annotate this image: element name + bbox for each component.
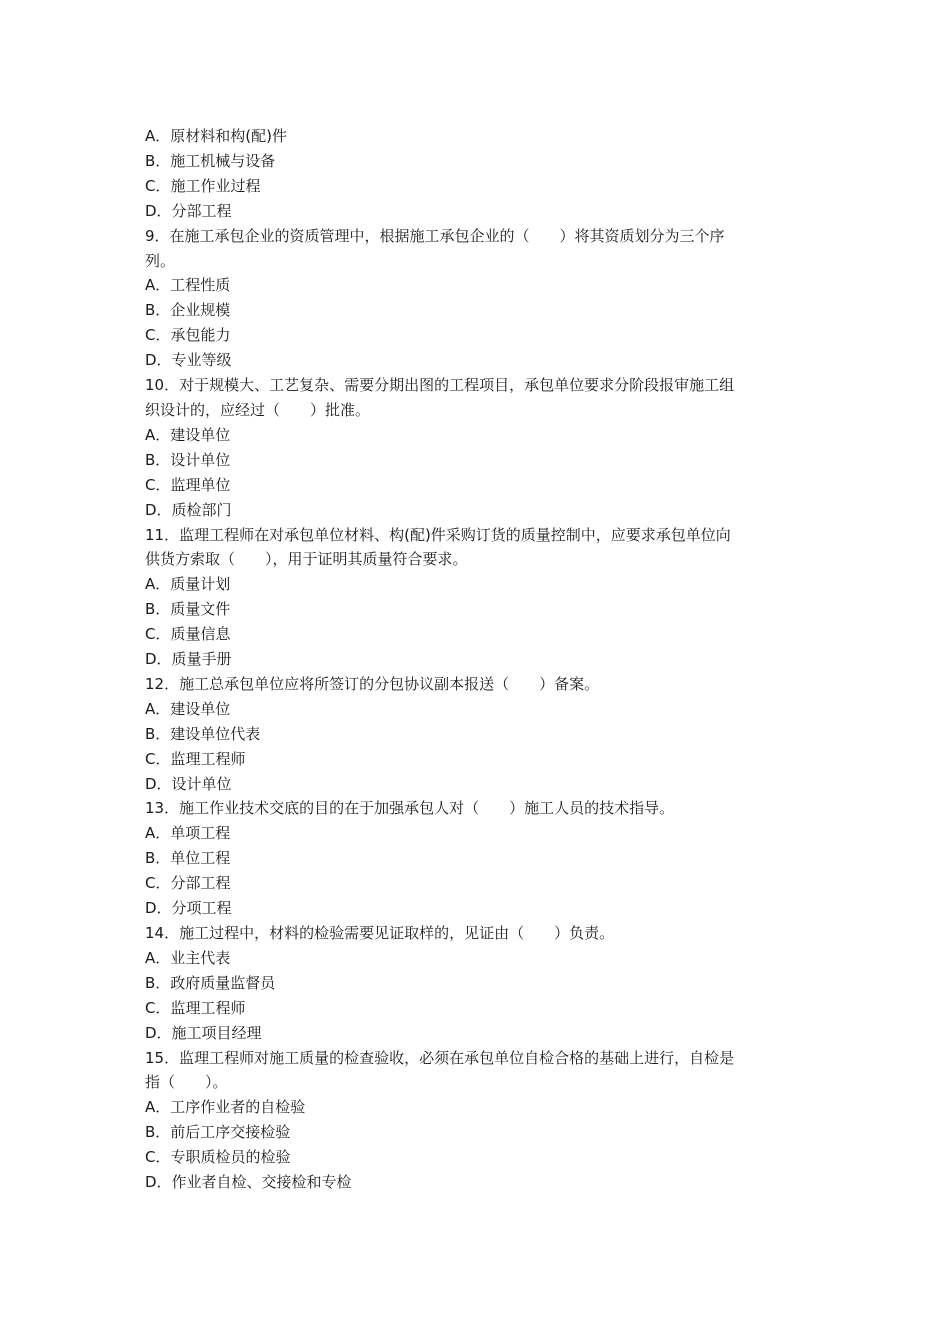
question-15-line-1: 15．监理工程师对施工质量的检查验收，必须在承包单位自检合格的基础上进行，自检是 xyxy=(145,1048,735,1067)
option-b-q14: B．政府质量监督员 xyxy=(145,973,276,992)
option-c-q14: C．监理工程师 xyxy=(145,998,246,1017)
option-b-q13: B．单位工程 xyxy=(145,849,231,868)
option-b-q9: B．企业规模 xyxy=(145,301,231,320)
option-b-q10: B．设计单位 xyxy=(145,450,231,469)
option-d-q9: D．专业等级 xyxy=(145,351,232,370)
question-11-line-1: 11．监理工程师在对承包单位材料、构(配)件采购订货的质量控制中，应要求承包单位向 xyxy=(145,525,731,544)
option-d-q10: D．质检部门 xyxy=(145,500,232,519)
question-9-line-2: 列。 xyxy=(145,251,176,270)
option-b-q12: B．建设单位代表 xyxy=(145,724,261,743)
option-c-q13: C．分部工程 xyxy=(145,874,231,893)
option-c-q11: C．质量信息 xyxy=(145,625,231,644)
option-c-q15: C．专职质检员的检验 xyxy=(145,1148,291,1167)
question-10-line-2: 织设计的，应经过（ ）批准。 xyxy=(145,400,371,419)
option-a-q10: A．建设单位 xyxy=(145,425,231,444)
option-a-q15: A．工序作业者的自检验 xyxy=(145,1098,306,1117)
option-b-q15: B．前后工序交接检验 xyxy=(145,1123,291,1142)
question-13: 13．施工作业技术交底的目的在于加强承包人对（ ）施工人员的技术指导。 xyxy=(145,799,675,818)
option-a-q11: A．质量计划 xyxy=(145,575,231,594)
option-b-q8: B．施工机械与设备 xyxy=(145,151,276,170)
question-11-line-2: 供货方索取（ ），用于证明其质量符合要求。 xyxy=(145,550,468,569)
option-a-q13: A．单项工程 xyxy=(145,824,231,843)
question-15-line-2: 指（ ）。 xyxy=(145,1073,228,1092)
question-14: 14．施工过程中，材料的检验需要见证取样的，见证由（ ）负责。 xyxy=(145,924,615,942)
option-a-q9: A．工程性质 xyxy=(145,276,231,295)
option-c-q9: C．承包能力 xyxy=(145,326,231,345)
option-d-q13: D．分项工程 xyxy=(145,899,232,918)
question-9-line-1: 9．在施工承包企业的资质管理中，根据施工承包企业的（ ）将其资质划分为三个序 xyxy=(145,226,725,245)
option-d-q11: D．质量手册 xyxy=(145,650,232,669)
option-a-q14: A．业主代表 xyxy=(145,948,231,967)
option-c-q12: C．监理工程师 xyxy=(145,749,246,768)
option-c-q8: C．施工作业过程 xyxy=(145,176,261,195)
option-d-q14: D．施工项目经理 xyxy=(145,1023,262,1042)
option-d-q12: D．设计单位 xyxy=(145,774,232,793)
option-b-q11: B．质量文件 xyxy=(145,600,231,619)
question-10-line-1: 10．对于规模大、工艺复杂、需要分期出图的工程项目，承包单位要求分阶段报审施工组 xyxy=(145,376,735,395)
option-d-q15: D．作业者自检、交接检和专检 xyxy=(145,1173,352,1192)
option-a-q8: A．原材料和构(配)件 xyxy=(145,127,287,145)
option-a-q12: A．建设单位 xyxy=(145,699,231,718)
question-12: 12．施工总承包单位应将所签订的分包协议副本报送（ ）备案。 xyxy=(145,674,600,693)
document-page xyxy=(145,124,810,1195)
option-c-q10: C．监理单位 xyxy=(145,475,231,494)
option-d-q8: D．分部工程 xyxy=(145,201,232,220)
